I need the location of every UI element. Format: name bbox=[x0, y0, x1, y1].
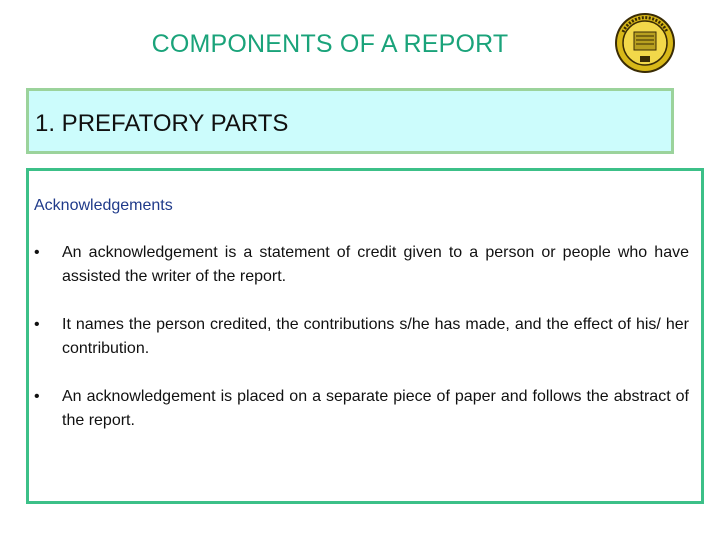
section-title: 1. PREFATORY PARTS bbox=[35, 110, 289, 137]
emblem-seal-icon bbox=[614, 12, 676, 74]
bullet-dot-icon: • bbox=[34, 316, 40, 333]
content-box bbox=[26, 168, 704, 504]
slide-title: COMPONENTS OF A REPORT bbox=[151, 30, 509, 58]
bullet-item bbox=[34, 385, 689, 433]
content-heading: Acknowledgements bbox=[34, 197, 173, 214]
bullet-text: An acknowledgement is a statement of credit given to a person or people who have assisted the writer of the report. bbox=[62, 244, 689, 285]
bullet-item bbox=[34, 313, 689, 361]
bullet-item bbox=[34, 241, 689, 289]
bullet-text: It names the person credited, the contributions s/he has made, and the effect of his/ her contribution. bbox=[62, 316, 689, 357]
bullet-dot-icon: • bbox=[34, 244, 40, 261]
bullet-dot-icon: • bbox=[34, 388, 40, 405]
bullet-text: An acknowledgement is placed on a separate piece of paper and follows the abstract of the report. bbox=[62, 388, 689, 429]
section-banner bbox=[26, 88, 674, 154]
